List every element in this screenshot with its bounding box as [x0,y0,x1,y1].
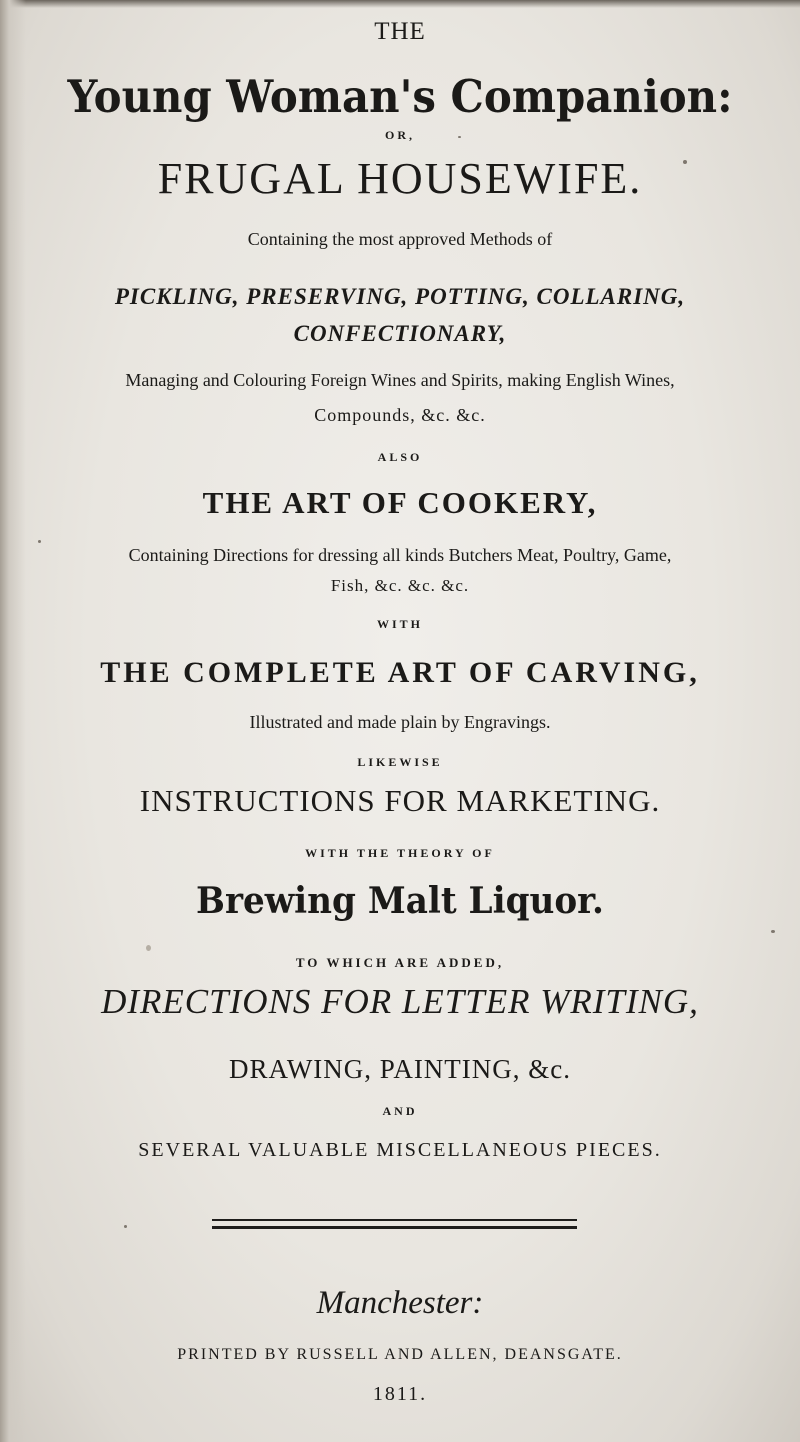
divider-rule-top [212,1219,577,1221]
imprint-place: Manchester: [316,1285,484,1321]
likewise-connector: LIKEWISE [357,755,443,769]
with-connector: WITH [376,617,423,631]
also-connector: ALSO [377,450,423,464]
illustrated-line: Illustrated and made plain by Engravings. [249,712,551,732]
paper-speck [458,136,461,138]
managing-line-1: Managing and Colouring Foreign Wines and Spirits, making English Wines, [125,370,675,390]
managing-line-2: Compounds, &c. &c. [314,405,486,425]
carving-heading: THE COMPLETE ART OF CARVING, [100,656,700,689]
pickling-line-1: PICKLING, PRESERVING, POTTING, COLLARING, [114,284,686,309]
pickling-line-2: CONFECTIONARY, [293,321,507,346]
paper-speck [124,1225,127,1228]
paper-speck [38,540,41,543]
brewing-heading: Brewing Malt Liquor. [196,880,604,922]
added-connector: TO WHICH ARE ADDED, [295,955,505,970]
containing-line: Containing the most approved Methods of [247,229,553,249]
main-title: Young Woman's Companion: [67,70,733,123]
directions-line-1: Containing Directions for dressing all kinds Butchers Meat, Poultry, Game, [128,545,672,565]
paper-speck [683,160,687,164]
page-top-edge [0,0,800,8]
directions-line-2: Fish, &c. &c. &c. [330,576,470,595]
paper-speck [771,930,775,933]
the-heading: THE [374,18,426,45]
letter-writing-heading: DIRECTIONS FOR LETTER WRITING, [101,982,699,1021]
miscellaneous-line: SEVERAL VALUABLE MISCELLANEOUS PIECES. [138,1139,662,1161]
imprint-year: 1811. [372,1383,428,1405]
paper-speck [146,945,151,951]
divider-rule-bottom [212,1226,577,1229]
and-connector: AND [382,1104,418,1118]
marketing-heading: INSTRUCTIONS FOR MARKETING. [139,783,661,818]
theory-connector: WITH THE THEORY OF [305,846,495,860]
drawing-line: DRAWING, PAINTING, &c. [228,1054,572,1084]
cookery-heading: THE ART OF COOKERY, [202,485,598,520]
imprint-printer: PRINTED BY RUSSELL AND ALLEN, DEANSGATE. [177,1346,623,1363]
subtitle: FRUGAL HOUSEWIFE. [157,154,643,203]
or-connector: OR, [385,128,415,142]
